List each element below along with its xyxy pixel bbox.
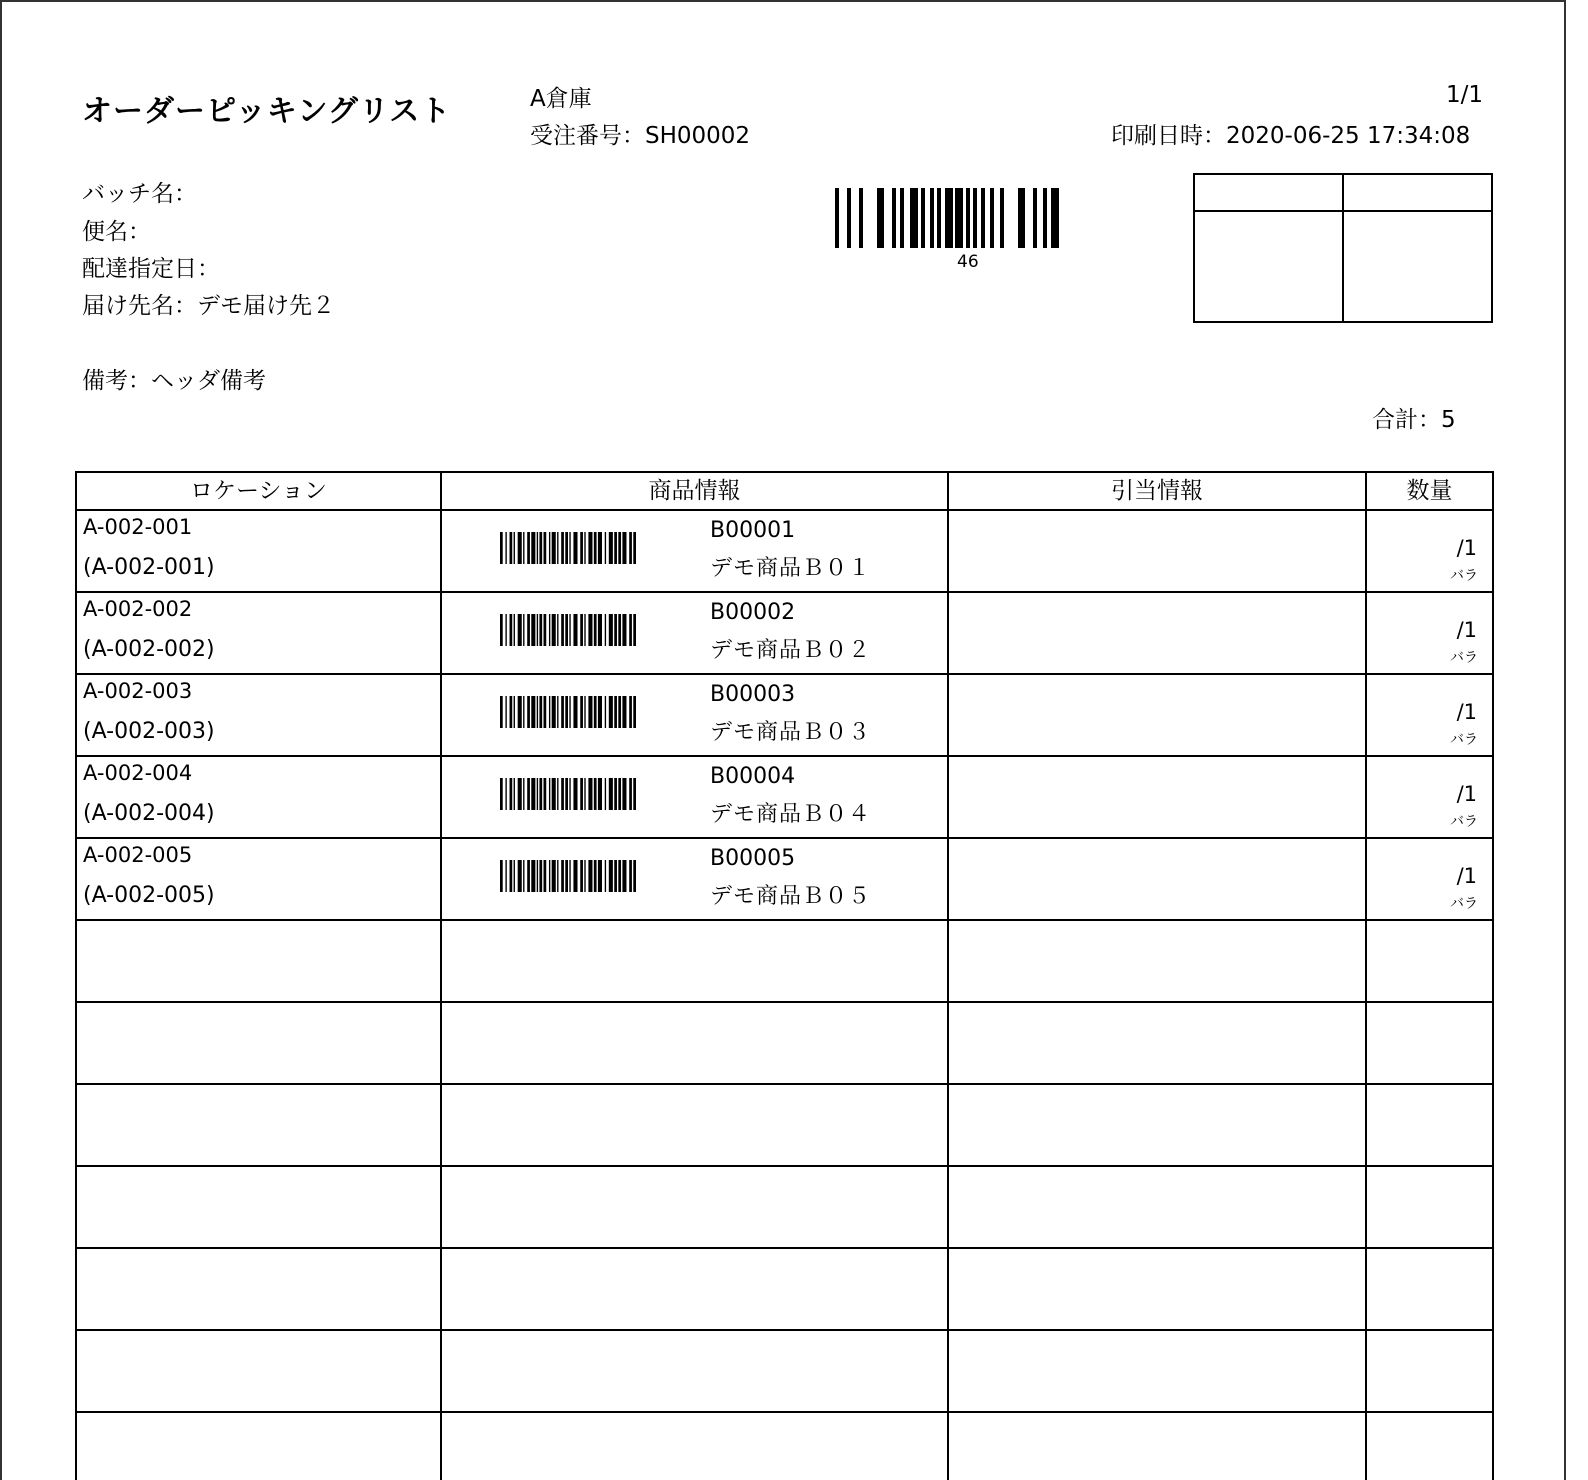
quantity-unit: バラ <box>1450 650 1478 666</box>
column-header-location: ロケーション <box>189 478 328 504</box>
location-sub: (A-002-003) <box>83 719 215 744</box>
quantity-unit: バラ <box>1450 814 1478 830</box>
product-code: B00002 <box>710 600 796 625</box>
delivery-date: 配達指定日： <box>82 256 220 282</box>
page-title: オーダーピッキングリスト <box>82 94 452 129</box>
location-code: A-002-004 <box>83 761 193 785</box>
stamp-box <box>1193 173 1493 323</box>
location-code: A-002-005 <box>83 843 193 867</box>
quantity: /1 <box>1456 864 1477 888</box>
quantity: /1 <box>1456 700 1477 724</box>
column-header-product: 商品情報 <box>648 478 741 504</box>
product-barcode <box>500 778 636 810</box>
order-barcode <box>835 188 1105 248</box>
product-code: B00005 <box>710 846 796 871</box>
product-barcode <box>500 696 636 728</box>
location-code: A-002-003 <box>83 679 193 703</box>
quantity: /1 <box>1456 536 1477 560</box>
product-name: デモ商品Ｂ０２ <box>710 638 872 663</box>
quantity-unit: バラ <box>1450 732 1478 748</box>
quantity: /1 <box>1456 618 1477 642</box>
product-barcode <box>500 532 636 564</box>
order-number: 受注番号：SH00002 <box>530 123 751 149</box>
location-sub: (A-002-005) <box>83 883 215 908</box>
product-code: B00003 <box>710 682 796 707</box>
total-count: 合計：5 <box>1372 407 1456 433</box>
product-name: デモ商品Ｂ０５ <box>710 884 872 909</box>
product-code: B00001 <box>710 518 796 543</box>
column-header-quantity: 数量 <box>1406 478 1453 504</box>
product-code: B00004 <box>710 764 796 789</box>
header-remarks: 備考：ヘッダ備考 <box>82 368 266 394</box>
quantity-unit: バラ <box>1450 896 1478 912</box>
destination-name: 届け先名：デモ届け先２ <box>82 293 335 319</box>
product-barcode <box>500 860 636 892</box>
column-header-allocation: 引当情報 <box>1111 478 1203 504</box>
batch-name: バッチ名： <box>82 181 197 207</box>
product-name: デモ商品Ｂ０４ <box>710 802 872 827</box>
quantity-unit: バラ <box>1450 568 1478 584</box>
printed-at: 印刷日時：2020-06-25 17:34:08 <box>1111 123 1471 149</box>
location-sub: (A-002-002) <box>83 637 215 662</box>
warehouse-name: A倉庫 <box>530 86 592 112</box>
location-code: A-002-001 <box>83 515 193 539</box>
product-name: デモ商品Ｂ０３ <box>710 720 872 745</box>
location-sub: (A-002-004) <box>83 801 215 826</box>
location-sub: (A-002-001) <box>83 555 215 580</box>
barcode-number: 46 <box>957 252 979 272</box>
quantity: /1 <box>1456 782 1477 806</box>
flight-name: 便名： <box>82 219 151 245</box>
location-code: A-002-002 <box>83 597 193 621</box>
page-number: 1/1 <box>1446 82 1484 108</box>
product-name: デモ商品Ｂ０１ <box>710 556 872 581</box>
product-barcode <box>500 614 636 646</box>
